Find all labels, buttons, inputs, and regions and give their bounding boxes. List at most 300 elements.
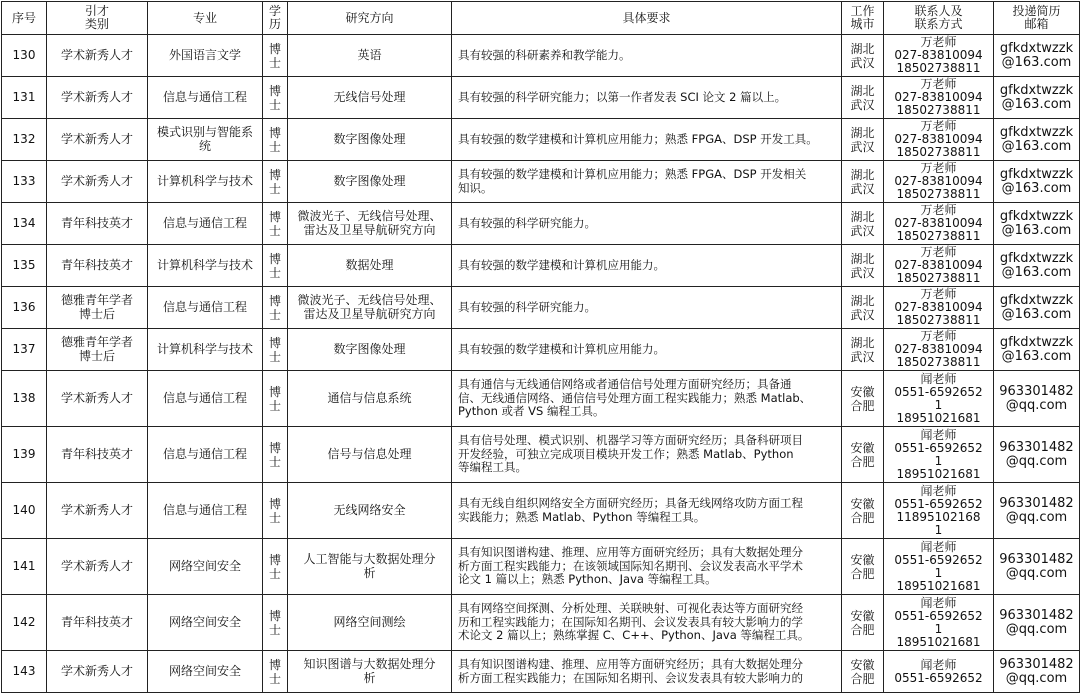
cell-major [148, 371, 263, 427]
cell-contact [884, 35, 994, 77]
text-line: 无线网络安全 [333, 502, 406, 517]
text-line: 湖北 [850, 83, 875, 98]
text-line: 信息与通信工程 [162, 89, 247, 104]
contact-line: 闻老师 [920, 483, 957, 498]
cell-direction [288, 161, 452, 203]
cell-major [148, 287, 263, 329]
text-line: 城市 [850, 17, 875, 31]
cell-degree [263, 595, 288, 651]
text-line: 英语 [357, 47, 382, 62]
text-line: gfkdxtwzzk [999, 40, 1074, 56]
cell-major [148, 329, 263, 371]
cell-degree [263, 539, 288, 595]
text-line: gfkdxtwzzk [999, 208, 1074, 224]
text-line: 论文 1 篇以上；熟悉 Python、Java 等编程工具。 [458, 572, 717, 587]
cell-requirement [452, 77, 842, 119]
contact-line: 18502738811 [896, 103, 981, 117]
contact-line: 027-83810094 [894, 258, 983, 272]
text-line: 湖北 [850, 167, 875, 182]
table-header-row [2, 2, 1080, 35]
contact-line: 0551-6592652 [894, 670, 983, 685]
cell-contact [884, 161, 994, 203]
text-line: @qq.com [1005, 397, 1068, 413]
text-line: 士 [268, 181, 281, 196]
cell-category [47, 651, 148, 693]
text-line: 博 [268, 608, 281, 623]
text-line: @163.com [1001, 138, 1072, 154]
text-line: 具有较强的数学建模和计算机应用能力；熟悉 FPGA、DSP 开发相关 [458, 167, 807, 181]
contact-line: 闻老师 [920, 657, 957, 672]
text-line: 联系人及 [914, 4, 963, 18]
text-line: 析 [363, 565, 376, 580]
text-line: 士 [268, 454, 281, 469]
text-line: 等编程工具。 [458, 460, 527, 475]
contact-line: 027-83810094 [894, 132, 983, 146]
text-line: 数字图像处理 [333, 131, 406, 146]
cell-contact [884, 539, 994, 595]
contact-line: 18502738811 [896, 145, 981, 159]
text-line: 类别 [84, 17, 109, 31]
text-line: 邮箱 [1024, 17, 1049, 31]
cell-contact [884, 371, 994, 427]
contact-line: 0551-6592652 [894, 496, 983, 511]
text-line: 信息与通信工程 [162, 446, 247, 461]
contact-line: 1 [934, 522, 943, 537]
cell-contact [884, 287, 994, 329]
text-line: 士 [268, 223, 281, 238]
header-requirement: 具体要求 [452, 2, 842, 35]
cell-email [994, 77, 1080, 119]
cell-major [148, 539, 263, 595]
text-line: 信号与信息处理 [327, 446, 412, 461]
cell-category [47, 539, 148, 595]
text-line: 133 [12, 173, 36, 188]
text-line: gfkdxtwzzk [999, 250, 1074, 266]
cell-category [47, 35, 148, 77]
table-body [2, 35, 1080, 693]
text-line: 博 [268, 209, 281, 224]
contact-line: 闻老师 [920, 371, 957, 386]
cell-major [148, 483, 263, 539]
text-line: 963301482 [999, 656, 1074, 672]
text-line: 武汉 [850, 181, 875, 196]
text-line: 134 [12, 215, 36, 230]
contact-line: 0551-6592652 [894, 608, 983, 623]
text-line: 开发经验，可独立完成项目模块开发工作；熟悉 Matlab、Python [458, 446, 794, 461]
text-line: 微波光子、无线信号处理、 [297, 209, 442, 223]
text-line: 安徽 [850, 384, 875, 399]
text-line: 143 [12, 663, 36, 678]
text-line: 士 [268, 510, 281, 525]
contact-line: 0551-6592652 [894, 552, 983, 567]
table-row [2, 595, 1080, 651]
text-line: 投递简历 [1012, 4, 1061, 18]
text-line: 士 [268, 139, 281, 154]
contact-line: 027-83810094 [894, 48, 983, 62]
text-line: 信息与通信工程 [162, 390, 247, 405]
cell-email [994, 427, 1080, 483]
cell-email [994, 329, 1080, 371]
cell-requirement [452, 329, 842, 371]
text-line: 网络空间安全 [168, 614, 241, 629]
text-line: 学术新秀人才 [60, 173, 133, 188]
contact-line: 18951021681 [896, 410, 981, 425]
cell-category [47, 77, 148, 119]
cell-no [2, 287, 47, 329]
text-line: 析方面工程实践能力；在国际知名期刊、会议发表具有较大影响力的 [458, 670, 803, 685]
text-line: @163.com [1001, 306, 1072, 322]
text-line: 知识图谱与大数据处理分 [303, 657, 436, 671]
header-major: 专业 [148, 2, 263, 35]
text-line: 网络空间安全 [168, 558, 241, 573]
text-line: 士 [268, 566, 281, 581]
cell-no [2, 245, 47, 287]
cell-category [47, 595, 148, 651]
text-line: 安徽 [850, 657, 875, 672]
contact-line: 万老师 [920, 77, 957, 91]
text-line: 963301482 [999, 439, 1074, 455]
text-line: 139 [12, 446, 36, 461]
text-line: 博 [268, 41, 281, 56]
text-line: 武汉 [850, 55, 875, 70]
cell-email [994, 539, 1080, 595]
cell-contact [884, 77, 994, 119]
text-line: @qq.com [1005, 670, 1068, 686]
text-line: 武汉 [850, 139, 875, 154]
text-line: 合肥 [850, 398, 875, 413]
text-line: 具有知识图谱构建、推理、应用等方面研究经历；具有大数据处理分 [458, 545, 803, 560]
cell-no [2, 427, 47, 483]
cell-email [994, 203, 1080, 245]
text-line: 计算机科学与技术 [156, 173, 253, 188]
header-category [47, 2, 148, 35]
text-line: 士 [268, 622, 281, 637]
text-line: 学 [268, 4, 281, 18]
cell-direction [288, 651, 452, 693]
text-line: 具有通信与无线通信网络或者通信信号处理方面研究经历；具备通 [458, 377, 792, 392]
cell-email [994, 371, 1080, 427]
cell-direction [288, 371, 452, 427]
cell-contact [884, 483, 994, 539]
text-line: 信息与通信工程 [162, 215, 247, 230]
cell-email [994, 595, 1080, 651]
text-line: 士 [268, 55, 281, 70]
text-line: 安徽 [850, 496, 875, 511]
cell-degree [263, 77, 288, 119]
text-line: 合肥 [850, 454, 875, 469]
cell-direction [288, 203, 452, 245]
contact-line: 18502738811 [896, 355, 981, 369]
text-line: 网络空间测绘 [333, 614, 406, 629]
cell-degree [263, 329, 288, 371]
text-line: 青年科技英才 [60, 215, 133, 230]
cell-category [47, 119, 148, 161]
header-direction: 研究方向 [288, 2, 452, 35]
text-line: 具有较强的科学研究能力。 [458, 299, 596, 314]
text-line: 博 [268, 384, 281, 399]
text-line: 具有无线自组织网络安全方面研究经历；具备无线网络攻防方面工程 [458, 496, 803, 510]
text-line: @qq.com [1005, 509, 1068, 525]
text-line: 具有网络空间探测、分析处理、关联映射、可视化表达等方面研究经 [458, 601, 803, 616]
table-row [2, 427, 1080, 483]
text-line: 安徽 [850, 440, 875, 455]
cell-contact [884, 329, 994, 371]
text-line: 士 [268, 349, 281, 364]
text-line: 具有知识图谱构建、推理、应用等方面研究经历；具有大数据处理分 [458, 657, 803, 671]
contact-line: 18951021681 [896, 466, 981, 481]
text-line: 963301482 [999, 607, 1074, 623]
contact-line: 18502738811 [896, 229, 981, 243]
cell-no [2, 77, 47, 119]
text-line: @163.com [1001, 222, 1072, 238]
table-row [2, 287, 1080, 329]
text-line: 142 [12, 614, 36, 629]
table-row [2, 203, 1080, 245]
text-line: 具有较强的数学建模和计算机应用能力；熟悉 FPGA、DSP 开发工具。 [458, 131, 818, 146]
cell-requirement [452, 427, 842, 483]
text-line: 湖北 [850, 209, 875, 224]
text-line: 微波光子、无线信号处理、 [297, 293, 442, 307]
cell-no [2, 371, 47, 427]
contact-line: 11895102168 [896, 509, 981, 524]
contact-line: 闻老师 [920, 595, 957, 610]
header-no: 序号 [2, 2, 47, 35]
cell-no [2, 203, 47, 245]
text-line: 博 [268, 657, 281, 672]
cell-contact [884, 595, 994, 651]
cell-no [2, 329, 47, 371]
text-line: 武汉 [850, 223, 875, 238]
text-line: 数据处理 [345, 257, 394, 272]
text-line: 武汉 [850, 349, 875, 364]
text-line: 合肥 [850, 510, 875, 525]
contact-line: 027-83810094 [894, 174, 983, 188]
contact-line: 1 [934, 565, 943, 580]
cell-no [2, 595, 47, 651]
contact-line: 18502738811 [896, 271, 981, 285]
cell-degree [263, 203, 288, 245]
text-line: 士 [268, 307, 281, 322]
text-line: @163.com [1001, 180, 1072, 196]
text-line: @163.com [1001, 348, 1072, 364]
recruitment-table [1, 1, 1080, 693]
cell-direction [288, 595, 452, 651]
cell-category [47, 161, 148, 203]
cell-major [148, 427, 263, 483]
cell-category [47, 203, 148, 245]
text-line: 博士后 [78, 306, 115, 321]
contact-line: 0551-6592652 [894, 384, 983, 399]
text-line: 信息与通信工程 [162, 299, 247, 314]
cell-email [994, 119, 1080, 161]
text-line: 学术新秀人才 [60, 663, 133, 678]
cell-no [2, 35, 47, 77]
cell-city [842, 77, 884, 119]
cell-email [994, 651, 1080, 693]
text-line: 博 [268, 83, 281, 98]
cell-requirement [452, 539, 842, 595]
text-line: 统 [198, 138, 211, 153]
cell-major [148, 35, 263, 77]
cell-direction [288, 77, 452, 119]
cell-major [148, 77, 263, 119]
text-line: 135 [12, 257, 36, 272]
text-line: @qq.com [1005, 621, 1068, 637]
text-line: 士 [268, 398, 281, 413]
cell-degree [263, 371, 288, 427]
cell-degree [263, 245, 288, 287]
text-line: 武汉 [850, 97, 875, 112]
cell-no [2, 651, 47, 693]
cell-requirement [452, 35, 842, 77]
text-line: 模式识别与智能系 [156, 125, 253, 139]
cell-city [842, 539, 884, 595]
text-line: 963301482 [999, 495, 1074, 511]
table-row [2, 651, 1080, 693]
text-line: 联系方式 [914, 17, 963, 31]
cell-direction [288, 483, 452, 539]
contact-line: 万老师 [920, 203, 957, 217]
contact-line: 1 [934, 621, 943, 636]
cell-city [842, 371, 884, 427]
contact-line: 闻老师 [920, 427, 957, 442]
header-degree [263, 2, 288, 35]
cell-contact [884, 119, 994, 161]
cell-direction [288, 119, 452, 161]
table-row [2, 371, 1080, 427]
cell-city [842, 483, 884, 539]
text-line: 博 [268, 293, 281, 308]
cell-no [2, 119, 47, 161]
text-line: @qq.com [1005, 453, 1068, 469]
cell-city [842, 595, 884, 651]
text-line: gfkdxtwzzk [999, 124, 1074, 140]
text-line: 138 [12, 390, 36, 405]
text-line: 963301482 [999, 383, 1074, 399]
text-line: 湖北 [850, 125, 875, 140]
text-line: 数字图像处理 [333, 173, 406, 188]
text-line: gfkdxtwzzk [999, 334, 1074, 350]
cell-category [47, 427, 148, 483]
text-line: 博 [268, 440, 281, 455]
contact-line: 18502738811 [896, 187, 981, 201]
text-line: 士 [268, 265, 281, 280]
contact-line: 18502738811 [896, 61, 981, 75]
text-line: 具有较强的数学建模和计算机应用能力。 [458, 341, 665, 356]
cell-degree [263, 427, 288, 483]
cell-email [994, 161, 1080, 203]
cell-major [148, 595, 263, 651]
text-line: 湖北 [850, 335, 875, 350]
cell-email [994, 35, 1080, 77]
text-line: 博 [268, 496, 281, 511]
text-line: 141 [12, 558, 36, 573]
cell-direction [288, 329, 452, 371]
text-line: 工作 [850, 4, 875, 18]
cell-direction [288, 427, 452, 483]
cell-degree [263, 161, 288, 203]
text-line: 湖北 [850, 41, 875, 56]
cell-major [148, 203, 263, 245]
text-line: 博 [268, 335, 281, 350]
header-city [842, 2, 884, 35]
table-row [2, 539, 1080, 595]
text-line: 学术新秀人才 [60, 89, 133, 104]
cell-requirement [452, 287, 842, 329]
text-line: 湖北 [850, 293, 875, 308]
cell-email [994, 287, 1080, 329]
text-line: 合肥 [850, 566, 875, 581]
cell-major [148, 119, 263, 161]
text-line: 无线信号处理 [333, 89, 406, 104]
cell-city [842, 161, 884, 203]
contact-line: 万老师 [920, 35, 957, 49]
text-line: 963301482 [999, 551, 1074, 567]
text-line: @163.com [1001, 96, 1072, 112]
cell-direction [288, 35, 452, 77]
cell-category [47, 287, 148, 329]
text-line: 雷达及卫星导航研究方向 [303, 222, 436, 237]
text-line: 具有信号处理、模式识别、机器学习等方面研究经历；具备科研项目 [458, 433, 803, 448]
cell-category [47, 245, 148, 287]
contact-line: 0551-6592652 [894, 440, 983, 455]
contact-line: 1 [934, 453, 943, 468]
text-line: 学术新秀人才 [60, 47, 133, 62]
cell-contact [884, 203, 994, 245]
cell-category [47, 371, 148, 427]
text-line: 合肥 [850, 671, 875, 686]
contact-line: 1 [934, 397, 943, 412]
cell-degree [263, 287, 288, 329]
cell-requirement [452, 651, 842, 693]
table-row [2, 161, 1080, 203]
text-line: 实践能力；熟悉 Matlab、Python 等编程工具。 [458, 509, 706, 524]
cell-requirement [452, 595, 842, 651]
text-line: @qq.com [1005, 565, 1068, 581]
table-row [2, 245, 1080, 287]
text-line: 博 [268, 251, 281, 266]
contact-line: 027-83810094 [894, 90, 983, 104]
cell-major [148, 245, 263, 287]
text-line: gfkdxtwzzk [999, 166, 1074, 182]
cell-degree [263, 483, 288, 539]
cell-city [842, 35, 884, 77]
cell-email [994, 245, 1080, 287]
cell-requirement [452, 245, 842, 287]
text-line: gfkdxtwzzk [999, 82, 1074, 98]
cell-degree [263, 651, 288, 693]
header-contact [884, 2, 994, 35]
text-line: 博 [268, 167, 281, 182]
text-line: 术论文 2 篇以上；熟练掌握 C、C++、Python、Java 等编程工具。 [458, 628, 810, 643]
text-line: 青年科技英才 [60, 257, 133, 272]
table-row [2, 483, 1080, 539]
text-line: 136 [12, 299, 36, 314]
cell-city [842, 203, 884, 245]
text-line: 信、无线通信网络、通信信号处理方面工程实践能力；熟悉 Matlab、 [458, 390, 812, 405]
cell-requirement [452, 119, 842, 161]
contact-line: 万老师 [920, 329, 957, 343]
text-line: 安徽 [850, 552, 875, 567]
text-line: @163.com [1001, 54, 1072, 70]
text-line: 外国语言文学 [168, 47, 241, 62]
text-line: 安徽 [850, 608, 875, 623]
text-line: 网络空间安全 [168, 663, 241, 678]
text-line: 具有较强的科学研究能力。 [458, 215, 596, 230]
text-line: 历和工程实践能力；在国际知名期刊、会议发表具有较大影响力的学 [458, 614, 803, 629]
text-line: 析方面工程实践能力；在该领域国际知名期刊、会议发表高水平学术 [458, 558, 803, 573]
text-line: 历 [268, 17, 281, 31]
